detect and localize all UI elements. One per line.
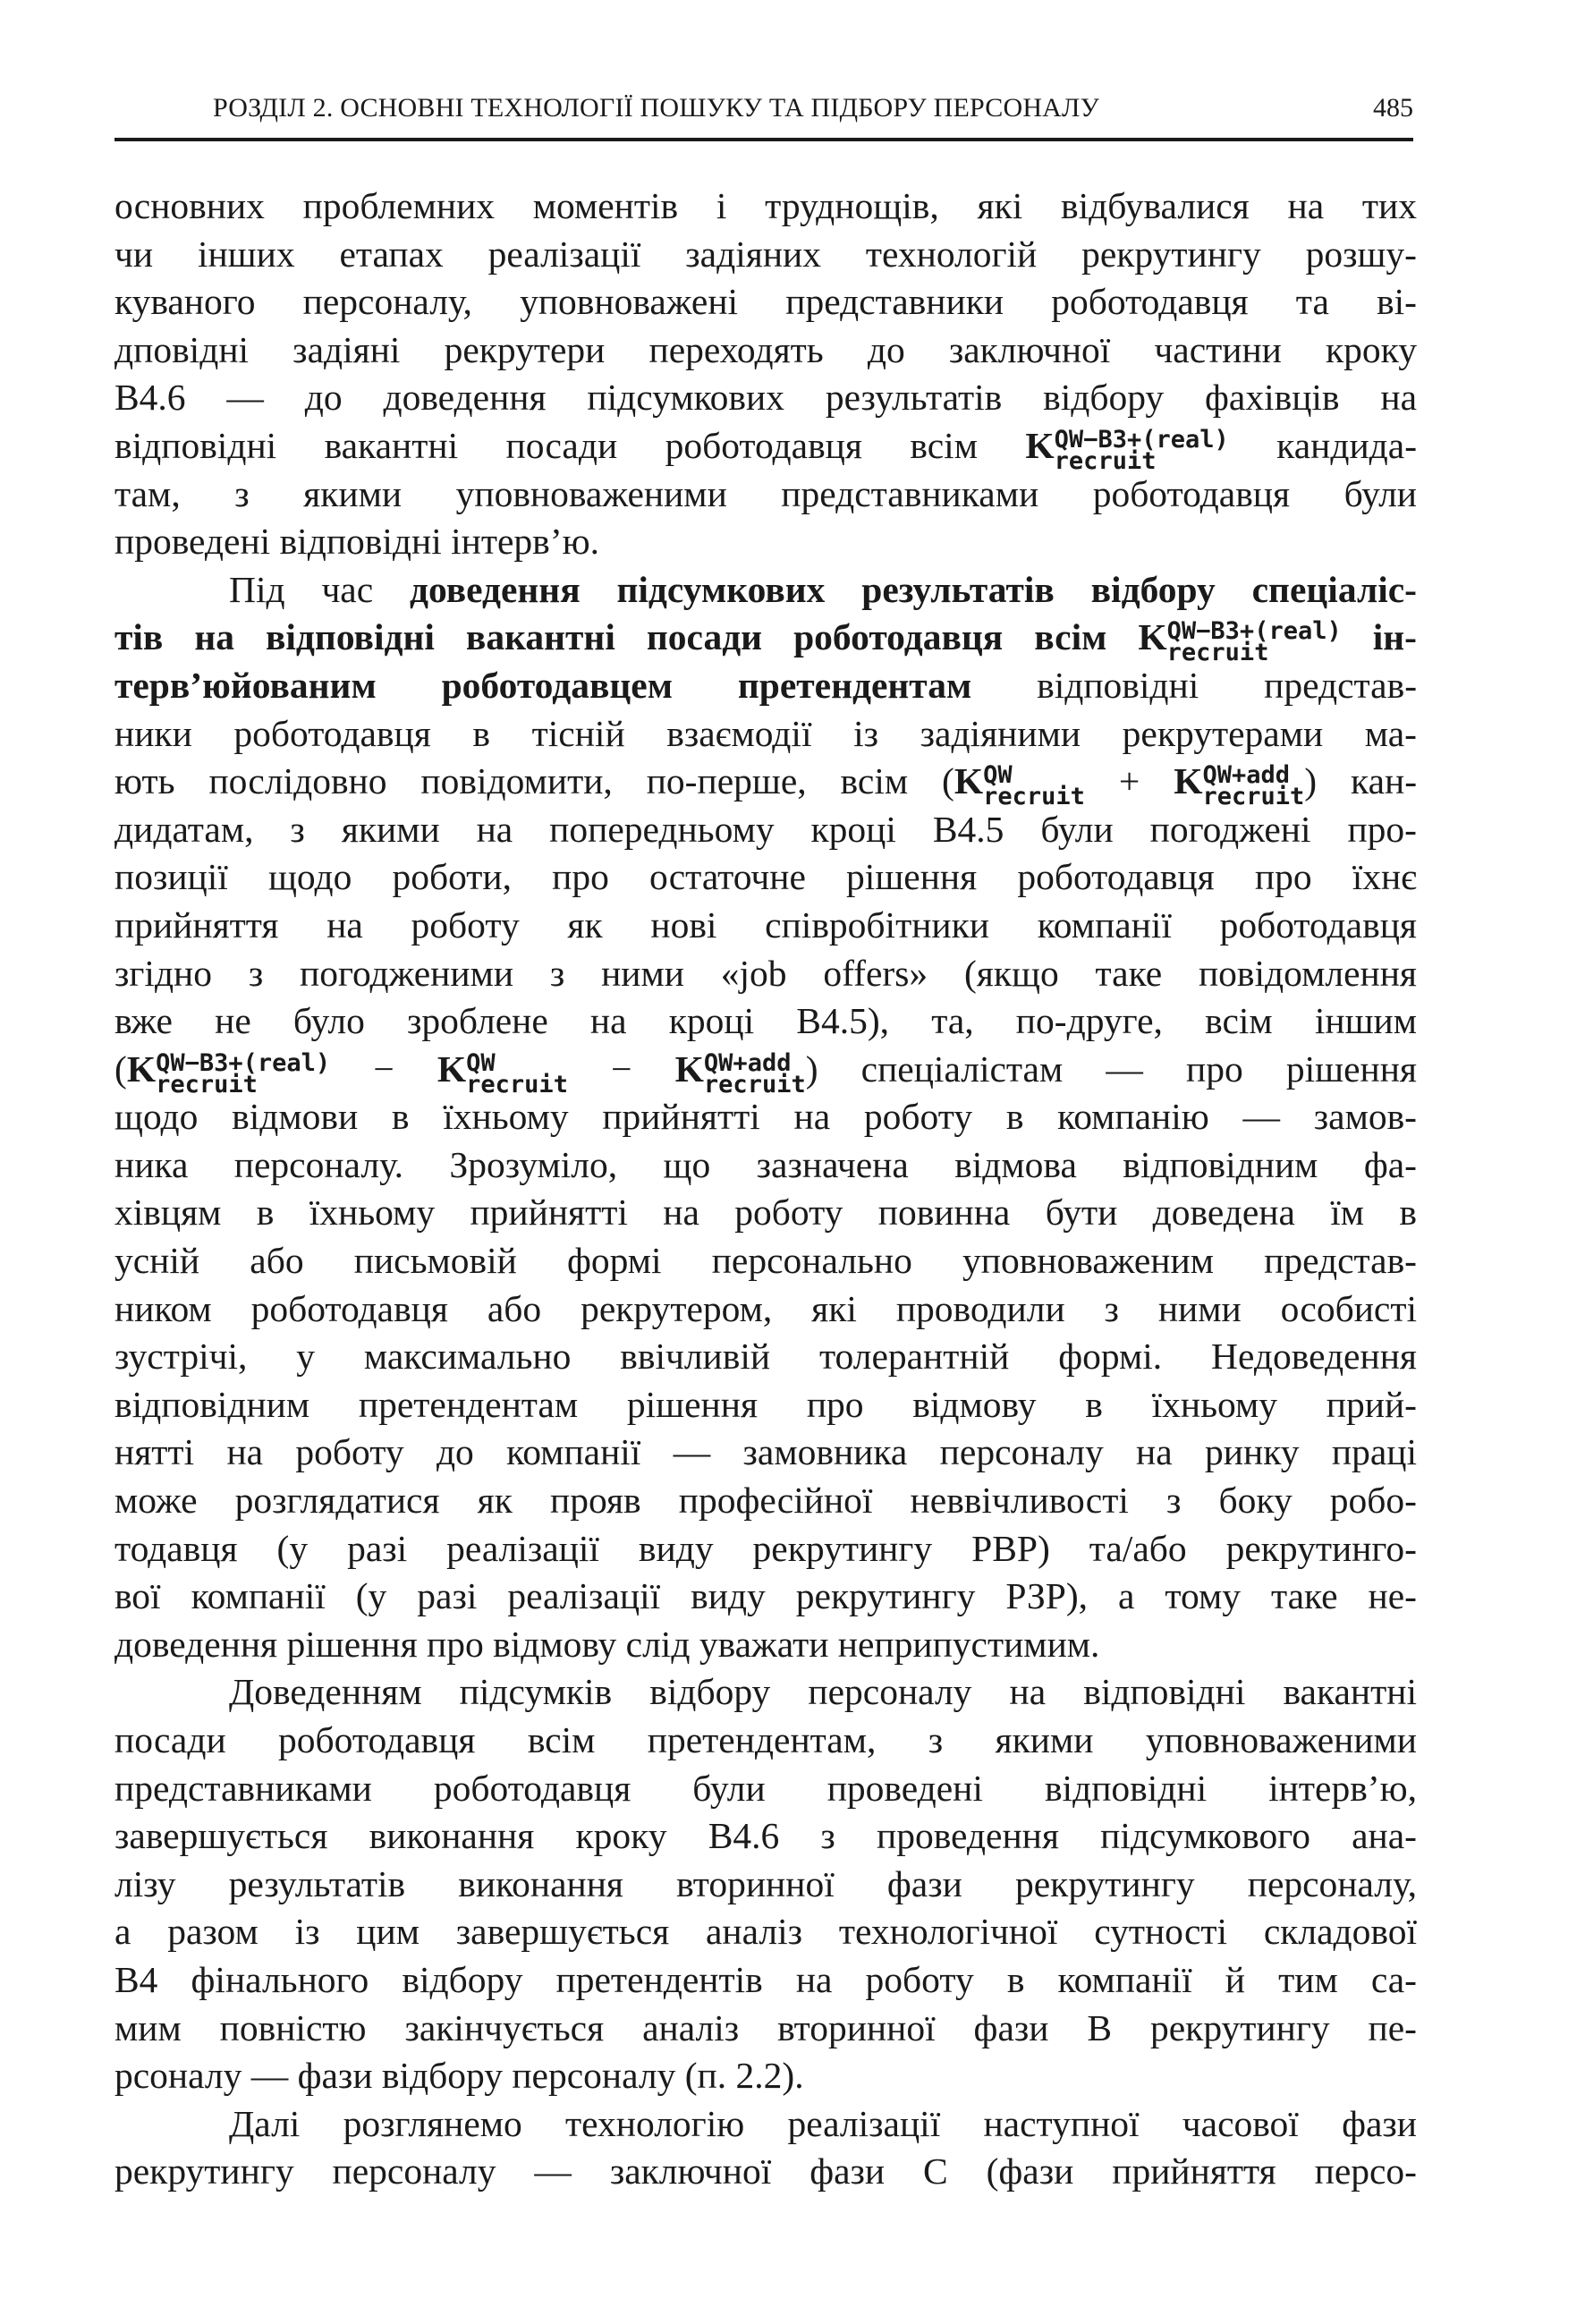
formula-scripts [466,1048,568,1098]
text-fragment: ) спеціалістам — про рішення [805,1047,1418,1090]
text-line [114,422,1418,475]
formula-scripts [1166,617,1342,667]
text-fragment: Під час [229,568,374,610]
formula-superscript: QW−B3+(real) [156,1048,331,1077]
running-header [114,88,1413,141]
text-line: чи інших етапах реалізації задіяних технологій рекрутингу розшу- [114,233,1417,275]
formula-symbol: K [437,1047,467,1090]
formula-symbol: K [674,1047,704,1090]
body-text [114,182,1417,2196]
formula-superscript: QW+add [1202,761,1291,790]
formula-k-recruit-qw-add [675,1046,806,1096]
text-line: позиції щодо роботи, про остаточне рішення роботодавця про їхнє [114,856,1417,898]
formula-scripts [983,761,1085,811]
text-line: ники роботодавця в тісній взаємодії із задіяними рекрутерами ма- [114,712,1417,754]
text-line: В4 фінального відбору претендентів на роботу в компанії й тим са- [114,1958,1417,2000]
minus-sign: − [611,1047,632,1090]
text-line: лізу результатів виконання вторинної фази рекрутингу персоналу, [114,1862,1417,1904]
text-line: Далі розглянемо технологію реалізації наступної часової фази [229,2102,1417,2144]
formula-superscript: QW [983,761,1013,790]
text-line [114,566,1417,615]
text-line: відповідним претендентам рішення про відмову в їхньому прий- [114,1383,1417,1425]
formula-subscript: recruit [466,1070,568,1098]
bold-text: тів на відповідні вакантні посади роботодавця всім [114,616,1107,658]
text-line: вже не було зроблене на кроці В4.5), та, по-друге, всім іншим [114,1000,1417,1042]
text-line: ником роботодавця або рекрутером, які проводили з ними особисті [114,1287,1417,1329]
formula-k-recruit-qw-add [1174,758,1305,811]
formula-subscript: recruit [1166,639,1269,667]
bold-text: терв’юйованим роботодавцем претендентам [114,664,972,706]
running-title: РОЗДІЛ 2. ОСНОВНІ ТЕХНОЛОГІЇ ПОШУКУ ТА ПІДБОРУ ПЕРСОНАЛУ [213,93,1100,123]
page-number: 485 [1373,93,1413,123]
text-line: хівцям в їхньому прийнятті на роботу повинна бути доведена їм в [114,1192,1417,1234]
text-line: основних проблемних моментів і труднощів, які відбувалися на тих [114,185,1417,226]
formula-symbol: K [1174,760,1203,802]
formula-k-recruit-qw-b3-real [1025,422,1229,475]
formula-superscript: QW [466,1048,496,1077]
text-line: прийняття на роботу як нові співробітники компанії роботодавця [114,903,1417,946]
plus-sign: + [1118,760,1140,802]
text-line: дидатам, з якими на попередньому кроці В4.5 були погоджені про- [114,808,1417,850]
formula-subscript: recruit [1202,783,1305,811]
formula-k-recruit-qw-b3-real [1138,614,1342,667]
formula-symbol: K [1138,616,1167,658]
formula-scripts [156,1048,331,1098]
formula-scripts [1054,425,1229,475]
text-line: щодо відмови в їхньому прийнятті на роботу в компанію — замов- [114,1096,1417,1138]
formula-superscript: QW−B3+(real) [1054,425,1229,454]
minus-sign: − [373,1047,394,1090]
text-line: представниками роботодавця були проведені відповідні інтерв’ю, [114,1767,1417,1809]
text-line: може розглядатися як прояв професійної неввічливості з боку робо- [114,1480,1417,1522]
text-line: зустрічі, у максимально ввічливій толерантній формі. Недоведення [114,1336,1417,1378]
text-line: мим повністю закінчується аналіз вторинної фази В рекрутингу пе- [114,2006,1417,2048]
text-line: усній або письмовій формі персонально уповноваженим представ- [114,1240,1417,1282]
text-line: завершується виконання кроку В4.6 з проведення підсумкового ана- [114,1815,1417,1857]
text-line: проведені відповідні інтерв’ю. [114,521,599,563]
text-fragment: відповідні представ- [1037,664,1418,706]
formula-superscript: QW−B3+(real) [1166,617,1342,646]
text-line: вої компанії (у разі реалізації виду рекрутингу РЗР), а тому таке не- [114,1575,1417,1617]
text-line: доведення рішення про відмову слід уважати неприпустимим. [114,1623,1100,1665]
text-fragment: ють послідовно повідомити, по-перше, всім ( [114,760,954,802]
formula-k-recruit-qw-b3-real [127,1046,330,1096]
formula-k-recruit-qw [954,758,1085,811]
formula-subscript: recruit [703,1070,806,1098]
text-line: тодавця (у разі реалізації виду рекрутингу РВР) та/або рекрутинго- [114,1527,1417,1569]
text-line: рекрутингу персоналу — заключної фази С (фази прийняття персо- [114,2150,1417,2193]
text-line [114,614,1417,667]
paragraph-2 [114,566,1417,1669]
text-line: куваного персоналу, уповноважені представники роботодавця та ві- [114,281,1417,323]
text-fragment: ( [114,1047,127,1090]
formula-symbol: K [954,760,984,802]
text-fragment: ) кан- [1304,760,1418,802]
formula-symbol: K [126,1047,157,1090]
formula-scripts [703,1048,806,1098]
bold-text: доведення підсумкових результатів відбору спеціаліс- [409,568,1417,610]
bold-text: ін- [1372,616,1417,658]
formula-subscript: recruit [156,1070,258,1098]
text-line: В4.6 — до доведення підсумкових результатів відбору фахівців на [114,377,1417,419]
text-line: Доведенням підсумків відбору персоналу на відповідні вакантні [229,1671,1417,1713]
text-fragment: відповідні вакантні посади роботодавця всім [114,424,978,466]
text-line: посади роботодавця всім претендентам, з якими уповноваженими [114,1719,1417,1760]
paragraph-4 [114,2100,1417,2196]
text-line: там, з якими уповноваженими представниками роботодавця були [114,472,1417,514]
text-line: згідно з погодженими з ними «job offers» (якщо таке повідомлення [114,952,1417,994]
text-line: нятті на роботу до компанії — замовника персоналу на ринку праці [114,1431,1417,1473]
formula-scripts [1202,761,1305,811]
formula-subscript: recruit [983,783,1085,811]
text-line [114,758,1418,811]
paragraph-3 [114,1668,1417,2099]
formula-subscript: recruit [1054,446,1157,475]
paragraph-1 [114,182,1417,566]
text-line: ника персоналу. Зрозуміло, що зазначена відмова відповідним фа- [114,1143,1417,1185]
text-line [114,1046,1418,1098]
text-line: дповідні задіяні рекрутери переходять до заключної частини кроку [114,328,1417,370]
text-fragment: кандида- [1276,424,1418,466]
formula-k-recruit-qw [437,1046,568,1096]
text-line [114,662,1417,710]
formula-symbol: K [1025,424,1055,466]
formula-superscript: QW+add [703,1048,792,1077]
text-line: рсоналу — фази відбору персоналу (п. 2.2). [114,2055,804,2097]
text-line: а разом із цим завершується аналіз технологічної сутності складової [114,1911,1417,1953]
